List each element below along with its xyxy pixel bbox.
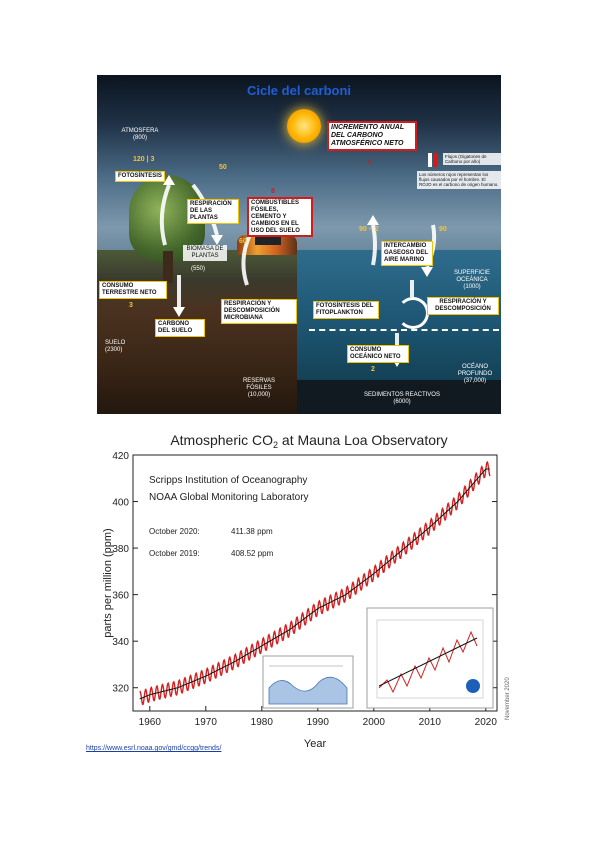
y-tick-label: 320 (112, 683, 129, 695)
source-line-1: Scripps Institution of Oceanography (149, 475, 308, 486)
carbon-cycle-diagram (97, 75, 501, 414)
ocean-resp-label: RESPIRACIÓN Y DESCOMPOSICIÓN (427, 297, 499, 315)
photosynthesis-value: 120 | 3 (133, 156, 155, 163)
microbial-label: RESPIRACIÓN Y DESCOMPOSICIÓN MICROBIANA (221, 299, 297, 324)
plant-resp-value: 50 (219, 164, 227, 171)
y-tick-label: 360 (112, 590, 129, 602)
source-line-2: NOAA Global Monitoring Laboratory (149, 492, 309, 503)
terrestrial-label: CONSUMO TERRESTRE NETO (99, 281, 167, 299)
ocean-net-label: CONSUMO OCEÁNICO NETO (347, 345, 409, 363)
legend-note: Los números rojos representan los flujos causados por el hombre. El ROJO es el carbono de origen humano. (417, 171, 501, 189)
fossil-flux-value: 8 (271, 188, 275, 195)
soil-value: (2300) (105, 346, 123, 353)
inset-ice-core (263, 656, 353, 708)
deep-ocean-label (449, 363, 501, 386)
legend-bar-human (433, 153, 437, 167)
net-increase-box: INCREMENTO ANUAL DEL CARBONO ATMOSFÉRICO NETO (327, 121, 417, 151)
deep-ocean-value: (37,000) (463, 377, 487, 384)
y-tick-label: 380 (112, 544, 129, 556)
ocean-net-value: 2 (371, 366, 375, 373)
source-link[interactable]: https://www.esrl.noaa.gov/gmd/ccgg/trends/ (86, 745, 222, 752)
date-stamp: November 2020 (505, 677, 511, 720)
fossil-reserves-text: RESERVAS FÓSILES (242, 378, 276, 391)
sediments-label (345, 391, 459, 407)
soil-resp-value: 60 (239, 238, 247, 245)
fossil-reserves-label (235, 377, 283, 400)
y-tick-label: 400 (112, 497, 129, 509)
exchange-value-right: 90 (439, 226, 447, 233)
co2-figure (97, 420, 511, 755)
y-tick-label: 340 (112, 637, 129, 649)
diagram-title: Cicle del carboni (246, 83, 352, 98)
legend-bars (428, 153, 438, 172)
biomass-text: BIOMASA DE PLANTAS (186, 246, 224, 259)
noaa-logo-icon (466, 679, 480, 693)
reading-2-value: 408.52 ppm (231, 549, 274, 558)
arrow-photosynthesis (162, 185, 169, 245)
inset-recent-trend (367, 608, 493, 708)
x-tick-label: 1980 (250, 717, 273, 728)
x-axis-label: Year (303, 738, 327, 750)
terrestrial-value: 3 (129, 302, 133, 309)
plant-resp-label: RESPIRACIÓN DE LAS PLANTAS (187, 199, 239, 224)
sediments-value: (6000) (393, 398, 411, 405)
soil-carbon-label: CARBONO DEL SUELO (155, 319, 205, 337)
atmosphere-value: (800) (132, 134, 147, 141)
exchange-value-left: 90 – 2 (359, 226, 379, 233)
flow-arrows (97, 75, 501, 414)
atmosphere-label (113, 127, 167, 143)
x-tick-label: 2010 (418, 717, 441, 728)
net-increase-value: 4 (367, 159, 371, 166)
deep-ocean-text: OCÉANO PROFUNDO (457, 364, 493, 377)
fossil-reserves-value: (10,000) (247, 391, 271, 398)
exchange-label: INTERCAMBIO GASEOSO DEL AIRE MARINO (381, 241, 433, 266)
x-tick-label: 1990 (306, 717, 329, 728)
y-axis-label: parts per million (ppm) (102, 528, 114, 638)
soil-label (103, 339, 127, 355)
co2-chart (97, 420, 511, 755)
photosynthesis-label: FOTOSÍNTESIS (115, 171, 165, 182)
atmosphere-text: ATMOSFERA (121, 128, 159, 134)
ocean-surface-value: (1000) (463, 283, 481, 290)
biomass-label (183, 245, 227, 261)
legend-bar-natural (428, 153, 432, 167)
ocean-surface-text: SUPERFICIE OCEÁNICA (453, 270, 490, 283)
sediments-text: SEDIMENTOS REACTIVOS (364, 392, 440, 398)
x-axis (139, 706, 498, 728)
phyto-label: FOTOSÍNTESIS DEL FITOPLANKTON (313, 301, 379, 319)
y-tick-label: 420 (112, 451, 129, 462)
reading-1-label: October 2020: (149, 527, 200, 536)
x-tick-label: 1960 (138, 717, 161, 728)
soil-text: SUELO (105, 340, 126, 346)
fossil-fuel-box: COMBUSTIBLES FÓSILES, CEMENTO Y CAMBIOS EN EL USO DEL SUELO (247, 197, 313, 237)
biomass-value: (550) (191, 266, 206, 272)
reading-1-value: 411.38 ppm (231, 527, 273, 536)
chart-title: Atmospheric $CO_2$ at Mauna Loa Observatory (170, 432, 448, 450)
reading-2-label: October 2019: (149, 549, 200, 558)
legend-text: Flujos (Gigatones de Carbono por año) (443, 153, 501, 165)
ocean-surface-label (443, 269, 501, 292)
x-tick-label: 2000 (362, 717, 385, 728)
x-tick-label: 1970 (194, 717, 217, 728)
x-tick-label: 2020 (474, 717, 497, 728)
